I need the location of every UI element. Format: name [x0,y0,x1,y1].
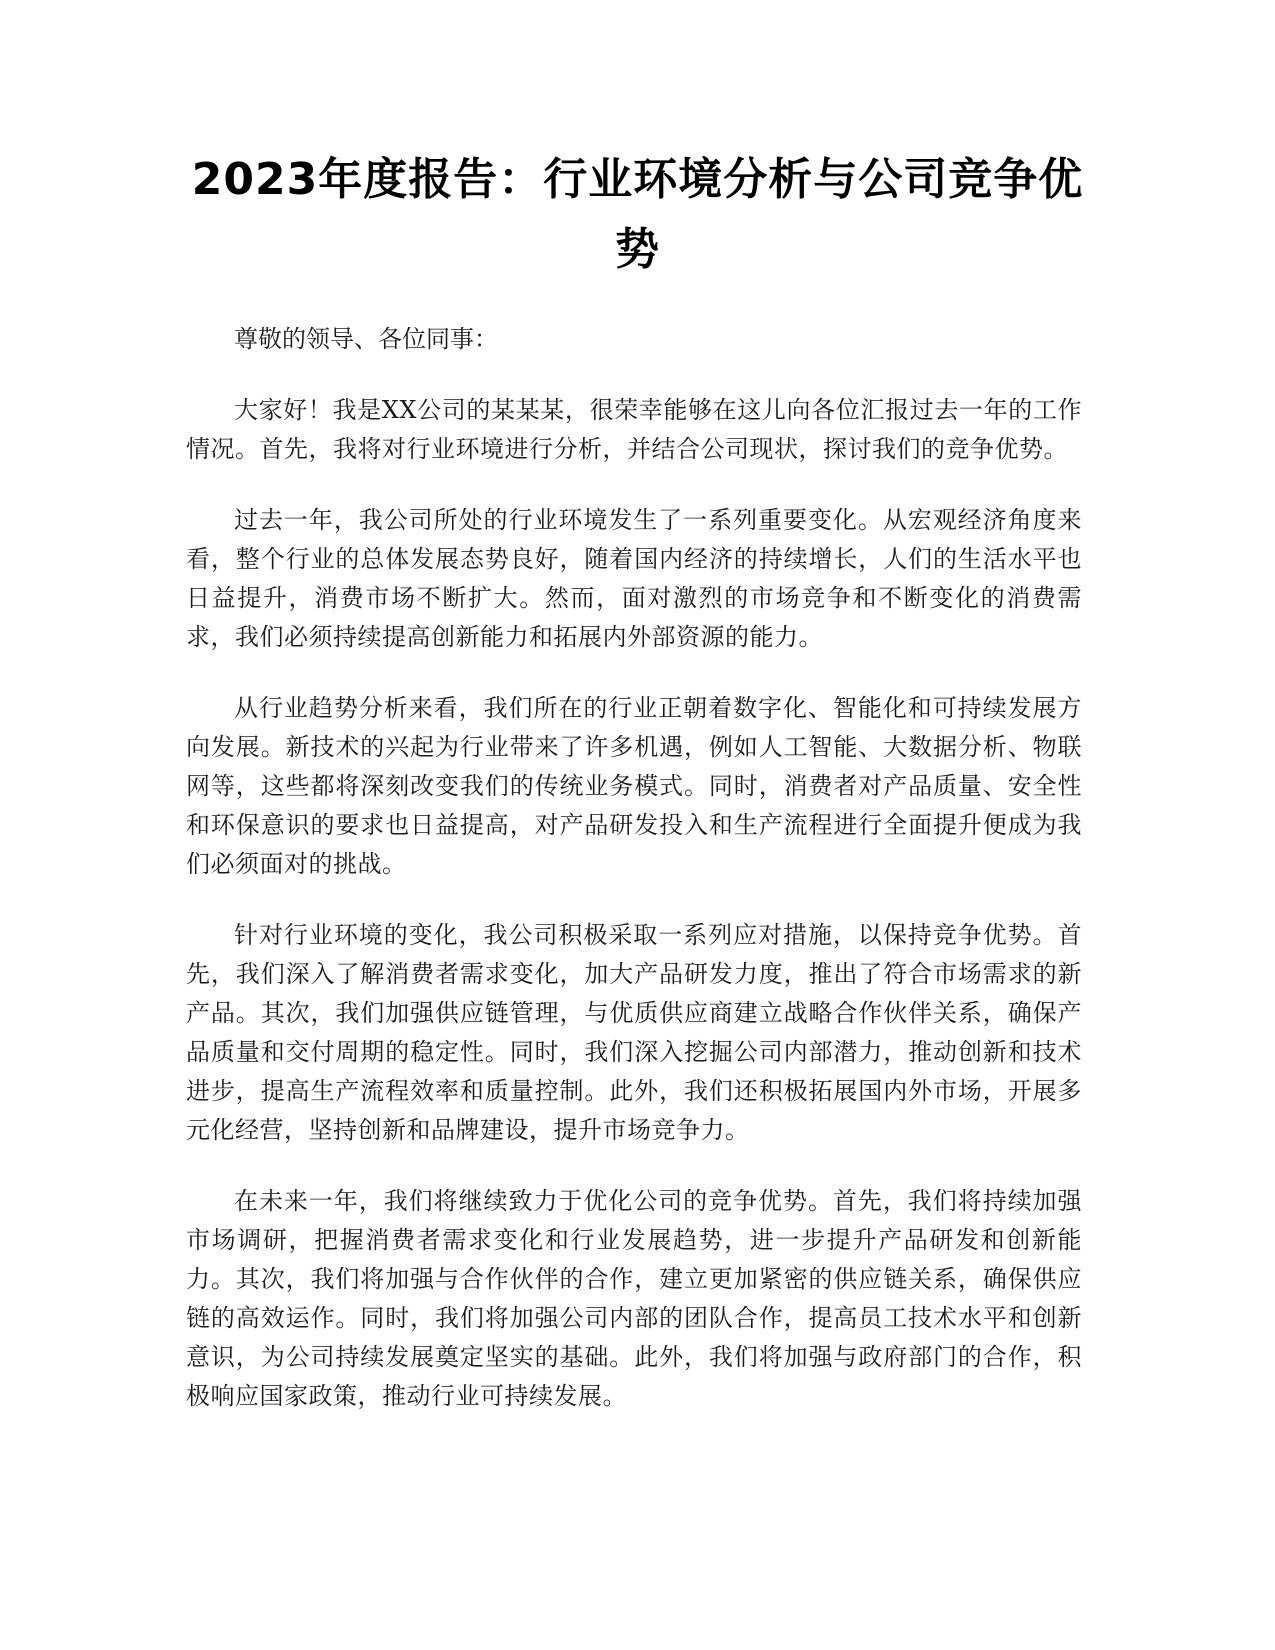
paragraph-industry-trends: 从行业趋势分析来看，我们所在的行业正朝着数字化、智能化和可持续发展方向发展。新技术的兴起为行业带来了许多机遇，例如人工智能、大数据分析、物联网等，这些都将深刻改变我们的传统业务模式。同时，消费者对产品质量、安全性和环保意识的要求也日益提高，对产品研发投入和生产流程进行全面提升便成为我们必须面对的挑战。 [186,694,1082,878]
paragraph-company-measures: 针对行业环境的变化，我公司积极采取一系列应对措施，以保持竞争优势。首先，我们深入了解消费者需求变化，加大产品研发力度，推出了符合市场需求的新产品。其次，我们加强供应链管理，与优质供应商建立战略合作伙伴关系，确保产品质量和交付周期的稳定性。同时，我们深入挖掘公司内部潜力，推动创新和技术进步，提高生产流程效率和质量控制。此外，我们还积极拓展国内外市场，开展多元化经营，坚持创新和品牌建设，提升市场竞争力。 [186,921,1082,1144]
salutation: 尊敬的领导、各位同事： [234,325,498,353]
document-title: 2023年度报告：行业环境分析与公司竞争优势 [191,154,1084,275]
paragraph-future-plans: 在未来一年，我们将继续致力于优化公司的竞争优势。首先，我们将持续加强市场调研，把握消费者需求变化和行业发展趋势，进一步提升产品研发和创新能力。其次，我们将加强与合作伙伴的合作，建立更加紧密的供应链关系，确保供应链的高效运作。同时，我们将加强公司内部的团队合作，提高员工技术水平和创新意识，为公司持续发展奠定坚实的基础。此外，我们将加强与政府部门的合作，积极响应国家政策，推动行业可持续发展。 [186,1187,1082,1410]
paragraph-intro: 大家好！我是XX公司的某某某，很荣幸能够在这儿向各位汇报过去一年的工作情况。首先，我将对行业环境进行分析，并结合公司现状，探讨我们的竞争优势。 [186,396,1082,463]
paragraph-industry-changes: 过去一年，我公司所处的行业环境发生了一系列重要变化。从宏观经济角度来看，整个行业的总体发展态势良好，随着国内经济的持续增长，人们的生活水平也日益提升，消费市场不断扩大。然而，面对激烈的市场竞争和不断变化的消费需求，我们必须持续提高创新能力和拓展内外部资源的能力。 [186,506,1082,651]
document-body [186,320,1082,1448]
